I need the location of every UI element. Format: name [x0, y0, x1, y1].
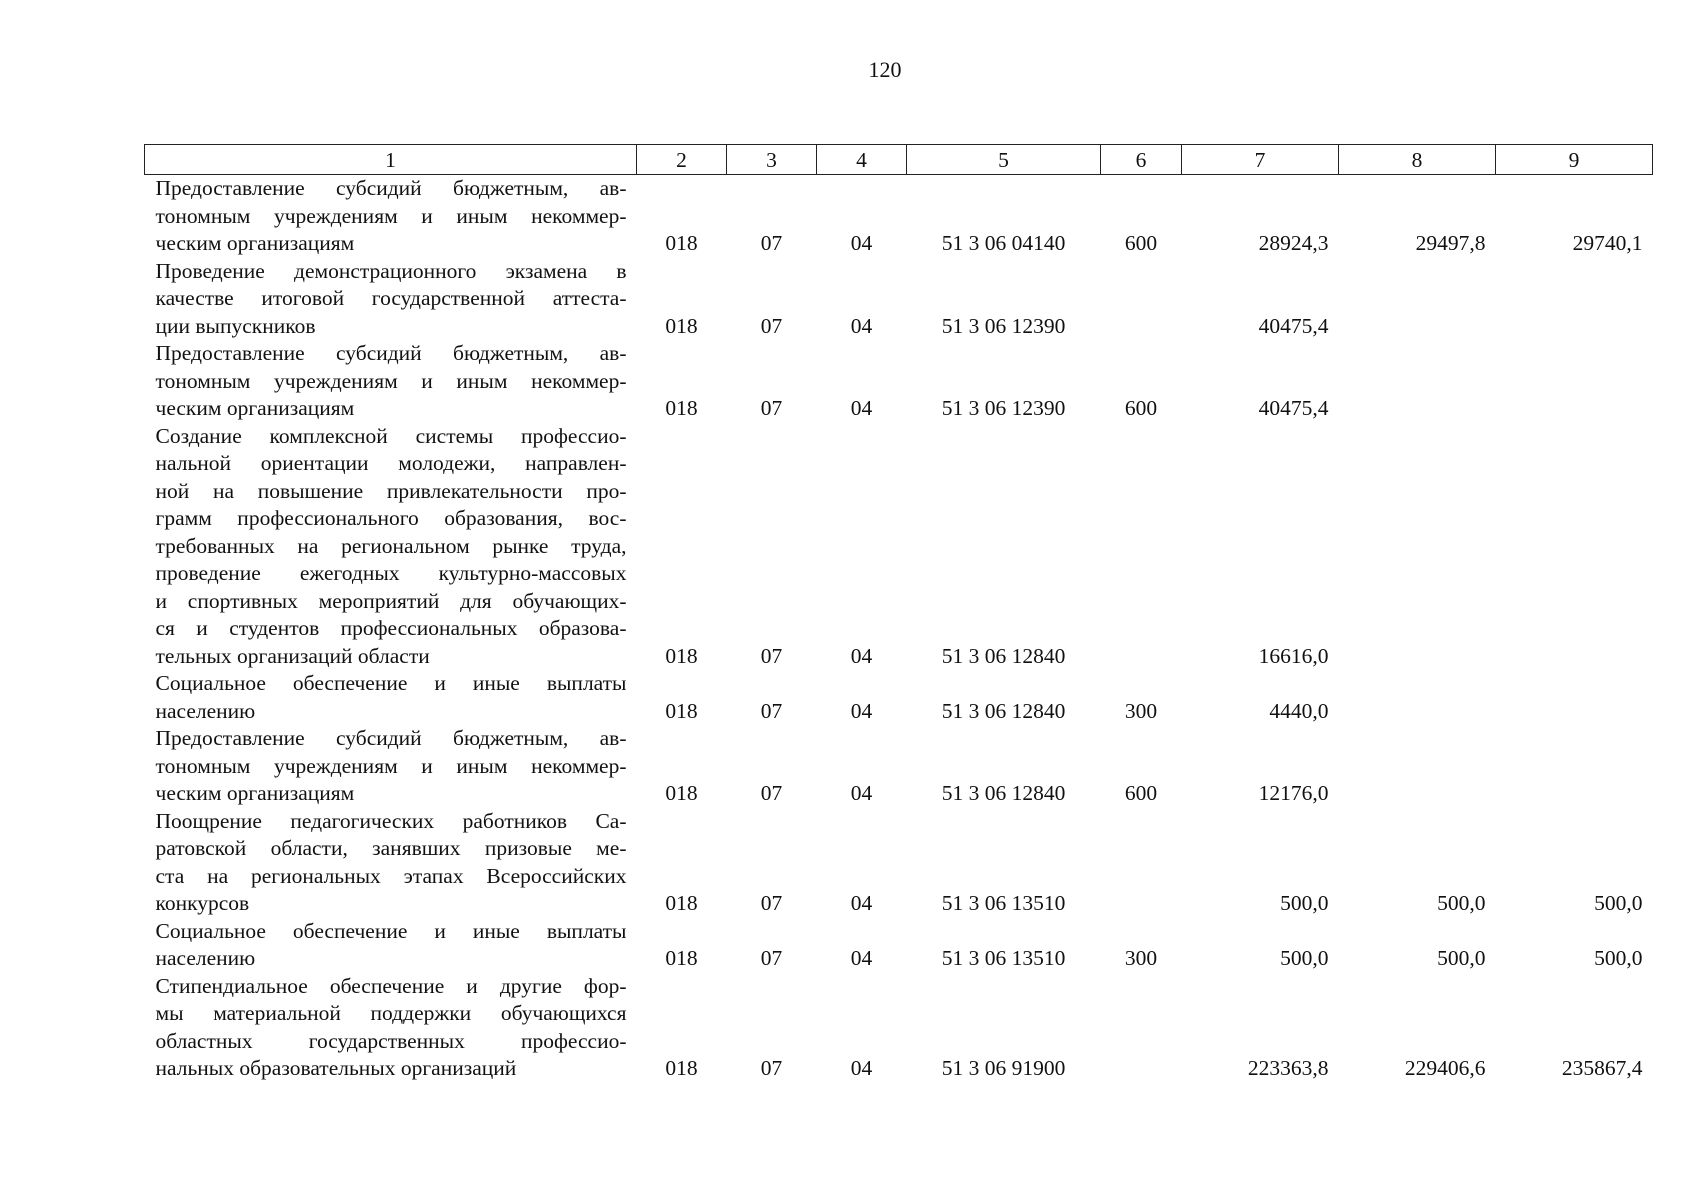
description-line: грамм профессионального образования, вос-	[155, 506, 627, 530]
cell-ministry-code: 018	[665, 313, 698, 338]
cell-target-article: 51 3 06 12840	[941, 781, 1066, 805]
cell-expense-type: 300	[1124, 698, 1158, 723]
description-line: населению	[155, 946, 256, 970]
cell-section: 07	[760, 946, 783, 970]
cell-subsection: 04	[850, 1056, 873, 1080]
column-header-2: 2	[637, 145, 727, 175]
cell-amount-9	[1496, 258, 1653, 341]
cell-ministry-code: 018	[665, 781, 698, 805]
cell-subsection: 04	[850, 231, 873, 255]
cell-amount-7: 40475,4	[1258, 396, 1329, 420]
cell-target-article: 51 3 06 13510	[941, 891, 1066, 915]
cell-amount-9	[1496, 670, 1653, 725]
description-line: тономным учреждениям и иным некоммер-	[155, 203, 627, 228]
cell-target-article: 51 3 06 04140	[941, 231, 1066, 255]
description-line: Проведение демонстрационного экзамена в	[155, 258, 627, 283]
cell-amount-9	[1496, 423, 1653, 671]
cell-description	[145, 808, 637, 918]
description-line: требованных на региональном рынке труда,	[155, 533, 627, 558]
description-line: Социальное обеспечение и иные выплаты	[155, 671, 627, 695]
cell-amount-8: 500,0	[1437, 891, 1486, 915]
description-line: Предоставление субсидий бюджетным, ав-	[155, 726, 627, 750]
cell-subsection: 04	[850, 891, 873, 915]
description-line: мы материальной поддержки обучающихся	[155, 1001, 627, 1025]
cell-ministry-code: 018	[665, 396, 698, 420]
description-line: населению	[155, 698, 256, 723]
description-line: Создание комплексной системы профессио-	[155, 423, 627, 448]
column-header-3: 3	[727, 145, 817, 175]
cell-description	[145, 175, 637, 258]
cell-amount-8	[1339, 258, 1496, 341]
table-row	[145, 670, 1653, 725]
cell-subsection: 04	[850, 946, 873, 970]
cell-description	[145, 258, 637, 341]
cell-amount-7: 223363,8	[1247, 1056, 1329, 1080]
cell-expense-type	[1101, 808, 1182, 918]
cell-section: 07	[760, 891, 783, 915]
table-row	[145, 258, 1653, 341]
table-row	[145, 423, 1653, 671]
description-line: тономным учреждениям и иным некоммер-	[155, 368, 627, 393]
description-line: ста на региональных этапах Всероссийских	[155, 863, 627, 888]
column-header-8: 8	[1339, 145, 1496, 175]
cell-section: 07	[760, 1056, 783, 1080]
table-row	[145, 808, 1653, 918]
cell-target-article: 51 3 06 91900	[941, 1056, 1066, 1080]
description-line: нальной ориентации молодежи, направлен-	[155, 451, 627, 475]
cell-ministry-code: 018	[665, 1056, 698, 1080]
cell-section: 07	[760, 781, 783, 805]
description-line: тономным учреждениям и иным некоммер-	[155, 753, 627, 778]
cell-amount-8: 29497,8	[1415, 231, 1486, 255]
cell-target-article: 51 3 06 13510	[941, 946, 1066, 970]
cell-amount-8	[1339, 670, 1496, 725]
description-line: качестве итоговой государственной аттеста-	[155, 286, 627, 310]
cell-amount-9: 500,0	[1594, 891, 1643, 915]
cell-amount-8	[1339, 340, 1496, 423]
cell-section: 07	[760, 313, 783, 338]
cell-subsection: 04	[850, 643, 873, 668]
cell-amount-9: 500,0	[1594, 946, 1643, 970]
table-row	[145, 340, 1653, 423]
description-line: Социальное обеспечение и иные выплаты	[155, 918, 627, 943]
cell-description	[145, 340, 637, 423]
cell-target-article: 51 3 06 12840	[941, 643, 1066, 668]
description-line: ческим организациям	[155, 231, 355, 255]
cell-ministry-code: 018	[665, 231, 698, 255]
description-line: Поощрение педагогических работников Са-	[155, 808, 627, 833]
cell-expense-type	[1101, 973, 1182, 1083]
cell-subsection: 04	[850, 396, 873, 420]
table-row	[145, 175, 1653, 258]
cell-subsection: 04	[850, 313, 873, 338]
cell-section: 07	[760, 231, 783, 255]
table-body	[145, 175, 1653, 1083]
cell-expense-type: 600	[1124, 781, 1158, 805]
cell-expense-type: 600	[1124, 231, 1158, 255]
description-line: ной на повышение привлекательности про-	[155, 478, 627, 503]
cell-ministry-code: 018	[665, 643, 698, 668]
description-line: Предоставление субсидий бюджетным, ав-	[155, 176, 627, 200]
description-line: Предоставление субсидий бюджетным, ав-	[155, 341, 627, 365]
cell-description	[145, 725, 637, 808]
cell-amount-7: 16616,0	[1258, 643, 1329, 668]
cell-description	[145, 918, 637, 973]
description-line: ся и студентов профессиональных образова-	[155, 616, 627, 640]
column-header-4: 4	[817, 145, 907, 175]
cell-section: 07	[760, 643, 783, 668]
budget-table	[144, 144, 1653, 1083]
cell-section: 07	[760, 396, 783, 420]
cell-expense-type	[1101, 423, 1182, 671]
cell-expense-type: 600	[1124, 396, 1158, 420]
description-line: областных государственных профессио-	[155, 1028, 627, 1053]
cell-amount-9: 29740,1	[1572, 231, 1643, 255]
description-line: и спортивных мероприятий для обучающих-	[155, 588, 627, 613]
cell-target-article: 51 3 06 12390	[941, 313, 1066, 338]
cell-subsection: 04	[850, 698, 873, 723]
cell-section: 07	[760, 698, 783, 723]
description-line: ратовской области, занявших призовые ме-	[155, 836, 627, 860]
cell-amount-7: 12176,0	[1258, 781, 1329, 805]
cell-ministry-code: 018	[665, 698, 698, 723]
cell-amount-7: 500,0	[1280, 946, 1329, 970]
column-header-1: 1	[145, 145, 637, 175]
cell-amount-9	[1496, 340, 1653, 423]
table-row	[145, 973, 1653, 1083]
cell-ministry-code: 018	[665, 891, 698, 915]
description-line: Стипендиальное обеспечение и другие фор-	[155, 973, 627, 998]
description-line: ческим организациям	[155, 781, 355, 805]
column-header-7: 7	[1182, 145, 1339, 175]
table-row	[145, 725, 1653, 808]
description-line: ции выпускников	[155, 313, 316, 338]
column-number-row	[145, 145, 1653, 175]
cell-amount-8	[1339, 423, 1496, 671]
cell-ministry-code: 018	[665, 946, 698, 970]
cell-target-article: 51 3 06 12390	[941, 396, 1066, 420]
cell-amount-7: 28924,3	[1258, 231, 1329, 255]
cell-amount-8: 229406,6	[1404, 1056, 1486, 1080]
cell-description	[145, 423, 637, 671]
cell-expense-type: 300	[1124, 946, 1158, 970]
cell-target-article: 51 3 06 12840	[941, 698, 1066, 723]
description-line: проведение ежегодных культурно-массовых	[155, 561, 627, 585]
column-header-6: 6	[1101, 145, 1182, 175]
column-header-5: 5	[907, 145, 1101, 175]
cell-amount-9: 235867,4	[1561, 1056, 1643, 1080]
cell-description	[145, 670, 637, 725]
description-line: ческим организациям	[155, 396, 355, 420]
cell-expense-type	[1101, 258, 1182, 341]
cell-subsection: 04	[850, 781, 873, 805]
cell-amount-7: 500,0	[1280, 891, 1329, 915]
table-row	[145, 918, 1653, 973]
cell-description	[145, 973, 637, 1083]
cell-amount-7: 4440,0	[1269, 698, 1329, 723]
description-line: нальных образовательных организаций	[155, 1056, 517, 1080]
description-line: конкурсов	[155, 891, 250, 915]
cell-amount-7: 40475,4	[1258, 313, 1329, 338]
page-number: 120	[868, 57, 902, 82]
cell-amount-8	[1339, 725, 1496, 808]
cell-amount-9	[1496, 725, 1653, 808]
cell-amount-8: 500,0	[1437, 946, 1486, 970]
column-header-9: 9	[1496, 145, 1653, 175]
description-line: тельных организаций области	[155, 643, 430, 668]
